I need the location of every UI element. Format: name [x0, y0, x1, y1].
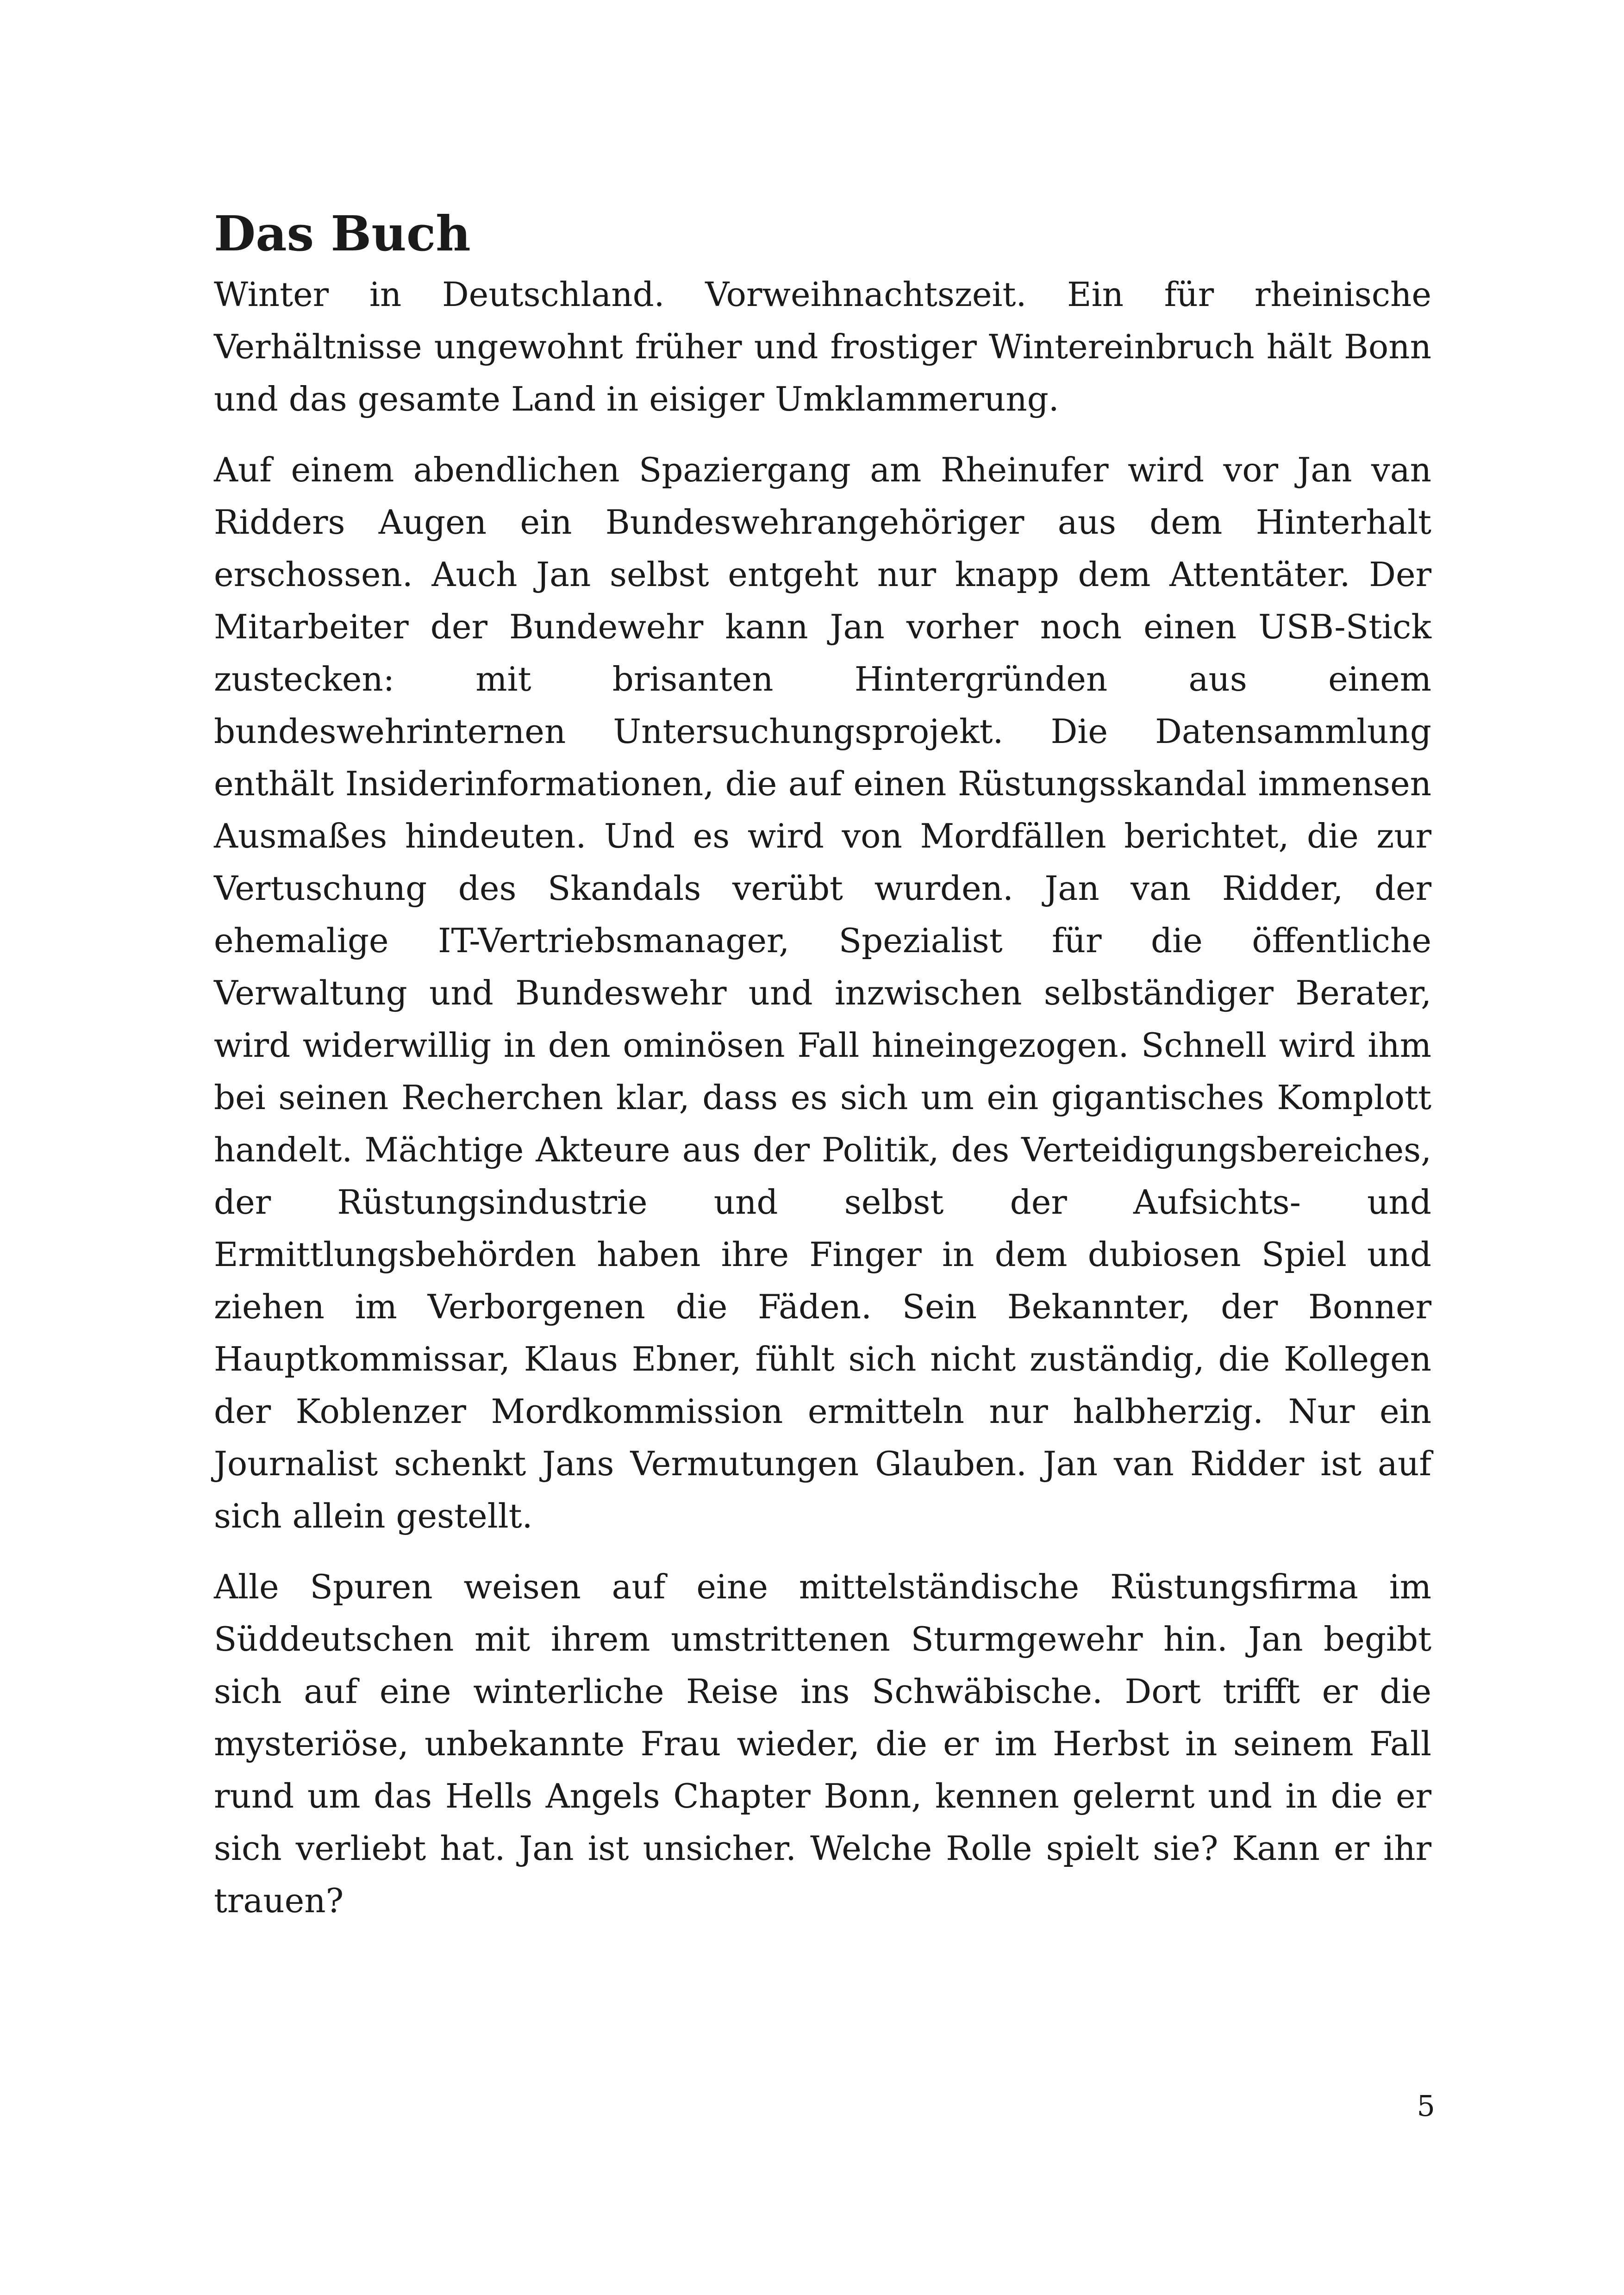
paragraph-outlook: Alle Spuren weisen auf eine mittelständische Rüstungsfirma im Süddeutschen mit ihrem umstrittenen Sturmgewehr hin. Jan begibt sich auf eine winterliche Reise ins Schwäbische. Dort trifft er die mysteriöse, unbekannte Frau wieder, die er im Herbst in seinem Fall rund um das Hells Angels Chapter Bonn, kennen gelernt und in die er sich verliebt hat. Jan ist unsicher. Welche Rolle spielt sie? Kann er ihr trauen?: [214, 1567, 1431, 1920]
paragraph-plot: Auf einem abendlichen Spaziergang am Rheinufer wird vor Jan van Ridders Augen ein Bundeswehrangehöriger aus dem Hinterhalt erschossen. Auch Jan selbst entgeht nur knapp dem Attentäter. Der Mitarbeiter der Bundewehr kann Jan vorher noch einen USB-Stick zustecken: mit brisanten Hintergründen aus einem bundeswehrinternen Untersuchungsprojekt. Die Datensammlung enthält Insiderinformationen, die auf einen Rüstungsskandal immensen Ausmaßes hindeuten. Und es wird von Mordfällen berichtet, die zur Vertuschung des Skandals verübt wurden. Jan van Ridder, der ehemalige IT-Vertriebsmanager, Spezialist für die öffentliche Verwaltung und Bundeswehr und inzwischen selbständiger Berater, wird widerwillig in den ominösen Fall hineingezogen. Schnell wird ihm bei seinen Recherchen klar, dass es sich um ein gigantisches Komplott handelt. Mächtige Akteure aus der Politik, des Verteidigungsbereiches, der Rüstungsindustrie und selbst der Aufsichts- und Ermittlungsbehörden haben ihre Finger in dem dubiosen Spiel und ziehen im Verborgenen die Fäden. Sein Bekannter, der Bonner Hauptkommissar, Klaus Ebner, fühlt sich nicht zuständig, die Kollegen der Koblenzer Mordkommission ermitteln nur halbherzig. Nur ein Journalist schenkt Jans Vermutungen Glauben. Jan van Ridder ist auf sich allein gestellt.: [214, 450, 1431, 1535]
page-heading: Das Buch: [214, 205, 471, 262]
text-block: [214, 199, 1431, 1946]
paragraph-intro: Winter in Deutschland. Vorweihnachtszeit. Ein für rheinische Verhältnisse ungewohnt früher und frostiger Wintereinbruch hält Bonn und das gesamte Land in eisiger Umklammerung.: [214, 275, 1431, 418]
page-number: 5: [1417, 2089, 1435, 2123]
